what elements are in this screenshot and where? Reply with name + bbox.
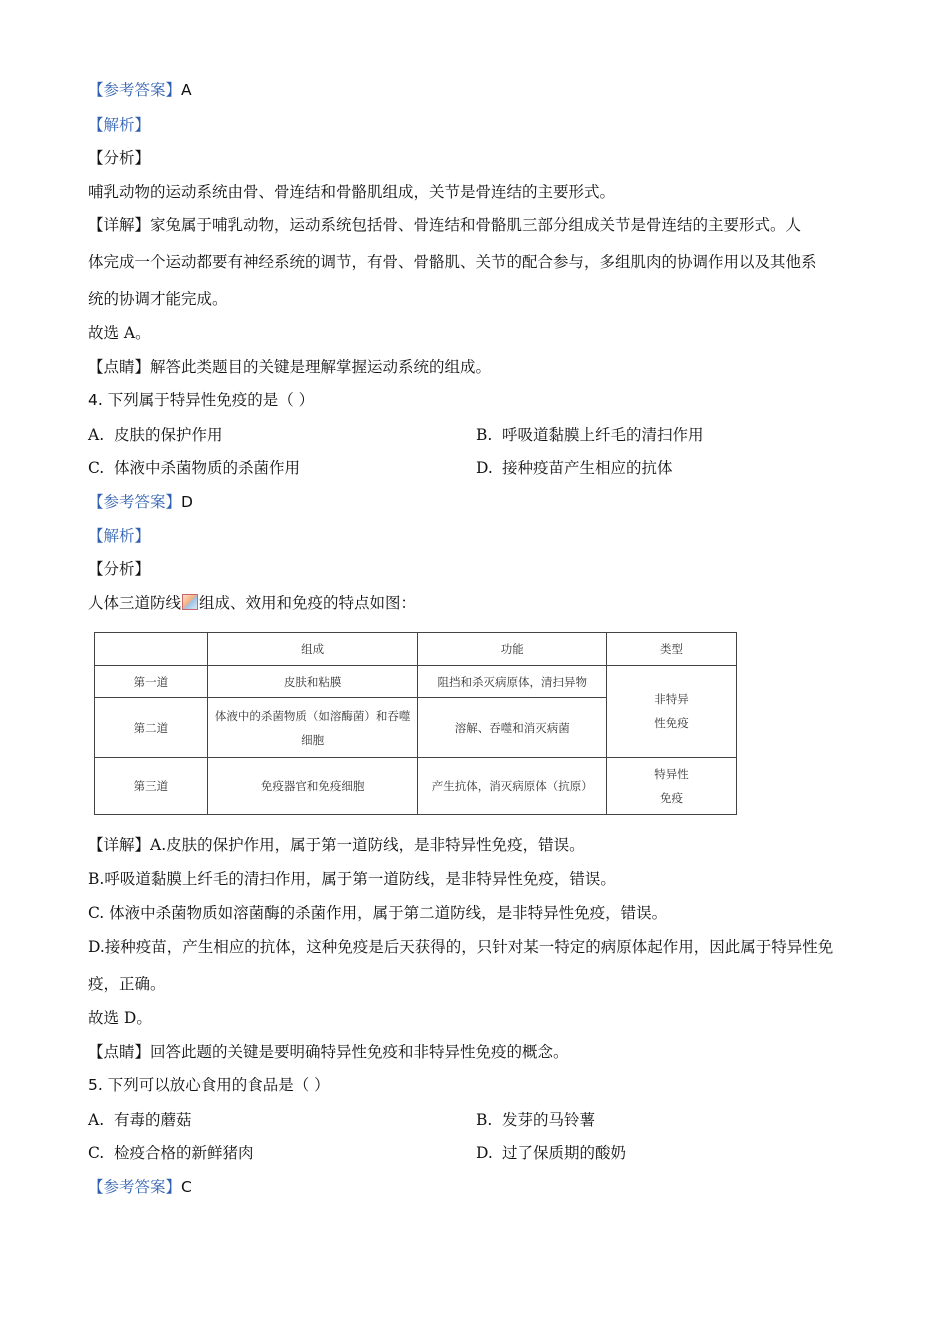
table-header-row [95, 633, 737, 666]
option-b: B. 发芽的马铃薯 [476, 1111, 596, 1129]
option-d: D. 接种疫苗产生相应的抗体 [476, 459, 673, 477]
option-c: C. 体液中杀菌物质的杀菌作用 [88, 459, 301, 477]
fenxi-text: 人体三道防线 组成、效用和免疫的特点如图： [88, 594, 417, 612]
answer-label: 【参考答案】 [88, 81, 182, 99]
fenxi-label: 【分析】 [88, 149, 151, 167]
answer-line [88, 1177, 192, 1197]
table-cell: 阻挡和杀灭病原体，清扫异物 [418, 666, 607, 698]
detail-line: 体完成一个运动都要有神经系统的调节，有骨、骨骼肌、关节的配合参与，多组肌肉的协调作用以及其他系 [88, 253, 817, 271]
table-cell: 免疫器官和免疫细胞 [207, 757, 418, 814]
option-d: D. 过了保质期的酸奶 [476, 1144, 627, 1162]
detail-line: C. 体液中杀菌物质如溶菌酶的杀菌作用，属于第二道防线，是非特异性免疫，错误。 [88, 904, 668, 922]
fenxi-label: 【分析】 [88, 560, 151, 578]
detail-line: 【详解】A.皮肤的保护作用，属于第一道防线，是非特异性免疫，错误。 [88, 836, 585, 854]
table-cell-type: 特异性免疫 [607, 757, 737, 814]
detail-line: 统的协调才能完成。 [88, 290, 228, 308]
detail-line: D.接种疫苗，产生相应的抗体，这种免疫是后天获得的，只针对某一特定的病原体起作用，因此属于特异性免 [88, 938, 834, 956]
dianjing-line: 【点睛】解答此类题目的关键是理解掌握运动系统的组成。 [88, 358, 492, 376]
table-header-cell: 类型 [607, 633, 737, 666]
option-b: B. 呼吸道黏膜上纤毛的清扫作用 [476, 426, 704, 444]
table-row [95, 757, 737, 814]
analysis-label: 【解析】 [88, 116, 151, 134]
answer-label: 【参考答案】 [88, 1178, 182, 1196]
question-stem [88, 390, 314, 410]
question-text: . 下列属于特异性免疫的是（ ） [97, 391, 315, 409]
detail-line: B.呼吸道黏膜上纤毛的清扫作用，属于第一道防线，是非特异性免疫，错误。 [88, 870, 616, 888]
question-number: 5 [88, 1076, 98, 1094]
dianjing-line: 【点睛】回答此题的关键是要明确特异性免疫和非特异性免疫的概念。 [88, 1043, 569, 1061]
choose-line: 故选 D。 [88, 1009, 152, 1027]
table-cell: 第三道 [95, 757, 208, 814]
fenxi-text: 哺乳动物的运动系统由骨、骨连结和骨骼肌组成，关节是骨连结的主要形式。 [88, 183, 616, 201]
detail-line: 【详解】家兔属于哺乳动物，运动系统包括骨、骨连结和骨骼肌三部分组成关节是骨连结的主要形式。人 [88, 216, 802, 234]
question-number: 4 [88, 391, 98, 409]
table-header-cell: 组成 [207, 633, 418, 666]
defense-table [94, 632, 737, 815]
question-text: . 下列可以放心食用的食品是（ ） [97, 1076, 330, 1094]
answer-value: C [181, 1178, 192, 1196]
answer-line [88, 80, 192, 100]
table-cell: 第二道 [95, 698, 208, 757]
detail-line: 疫，正确。 [88, 975, 166, 993]
table-cell: 体液中的杀菌物质（如溶酶菌）和吞噬细胞 [207, 698, 418, 757]
table-cell: 产生抗体，消灭病原体（抗原） [418, 757, 607, 814]
analysis-label: 【解析】 [88, 527, 151, 545]
table-cell-type: 非特异性免疫 [607, 666, 737, 757]
table-cell: 溶解、吞噬和消灭病菌 [418, 698, 607, 757]
option-a: A. 有毒的蘑菇 [88, 1111, 192, 1129]
answer-label: 【参考答案】 [88, 493, 182, 511]
question-stem [88, 1075, 330, 1095]
table-cell: 第一道 [95, 666, 208, 698]
table-cell: 皮肤和粘膜 [207, 666, 418, 698]
choose-line: 故选 A。 [88, 324, 151, 342]
answer-value: A [181, 81, 192, 99]
table-header-cell: 功能 [418, 633, 607, 666]
answer-line [88, 492, 193, 512]
image-icon [182, 594, 198, 610]
option-a: A. 皮肤的保护作用 [88, 426, 223, 444]
answer-value: D [181, 493, 193, 511]
table-row [95, 666, 737, 698]
table-header-cell [95, 633, 208, 666]
option-c: C. 检疫合格的新鲜猪肉 [88, 1144, 254, 1162]
